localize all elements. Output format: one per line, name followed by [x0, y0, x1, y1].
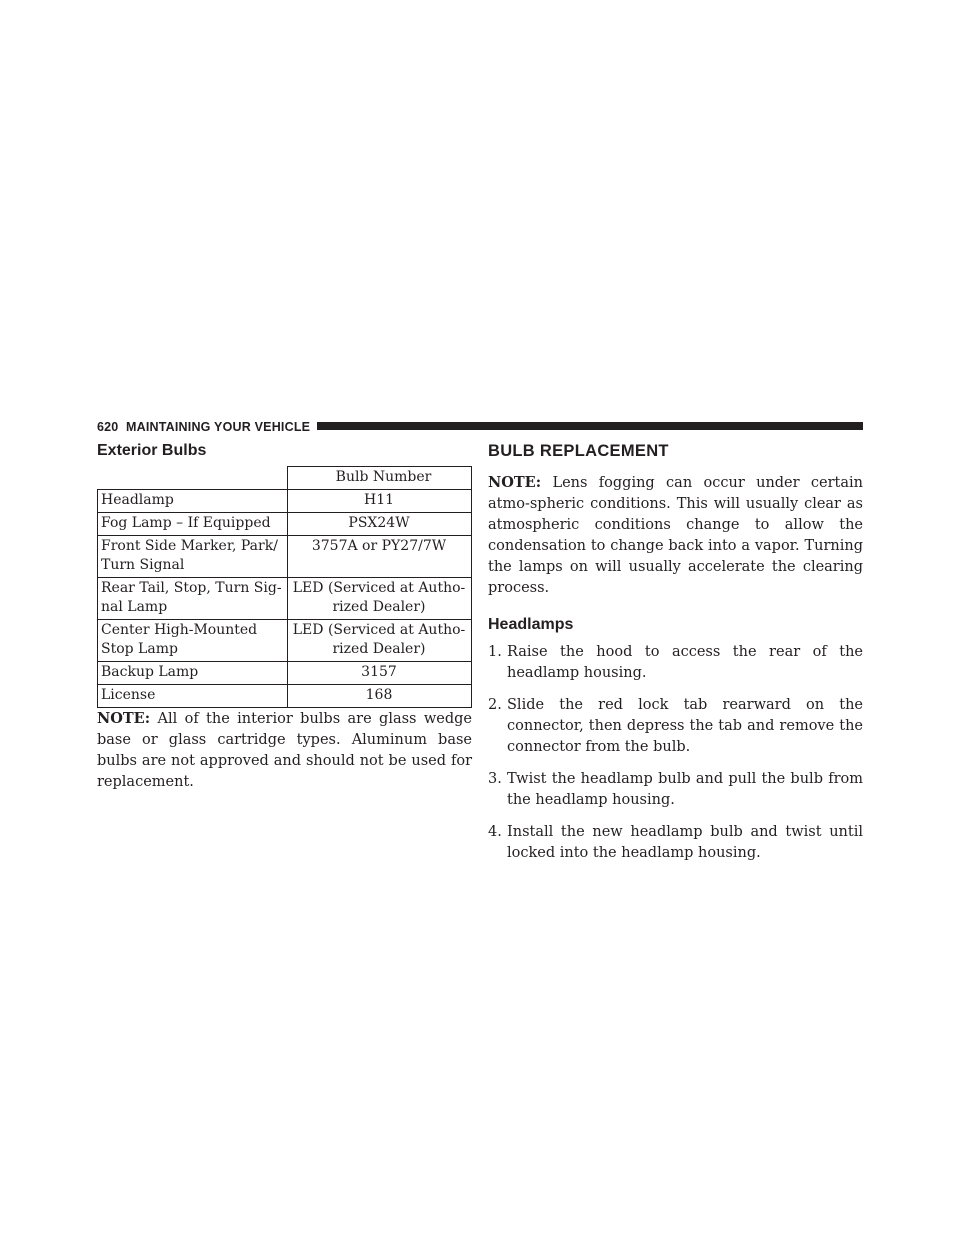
step-number: 3. — [488, 771, 502, 787]
step-number: 2. — [488, 697, 502, 713]
section-title: MAINTAINING YOUR VEHICLE — [126, 420, 311, 434]
note-label: NOTE: — [488, 474, 542, 491]
bulb-number-cell: LED (Serviced at Autho- rized Dealer) — [288, 620, 472, 662]
table-header-empty — [98, 467, 288, 490]
bulb-location-cell: Rear Tail, Stop, Turn Sig- nal Lamp — [98, 578, 288, 620]
bulb-number-cell: 168 — [288, 685, 472, 708]
step-number: 4. — [488, 824, 502, 840]
table-row — [98, 662, 472, 685]
bulb-location-cell: Backup Lamp — [98, 662, 288, 685]
bulb-number-cell: PSX24W — [288, 513, 472, 536]
step-number: 1. — [488, 644, 502, 660]
headlamp-steps — [488, 642, 863, 864]
bulb-number-cell: 3157 — [288, 662, 472, 685]
step-text: Slide the red lock tab rearward on the connector, then depress the tab and remove the connector from the bulb. — [507, 697, 863, 755]
table-row — [98, 513, 472, 536]
note-label: NOTE: — [97, 710, 151, 727]
table-header-row — [98, 467, 472, 490]
bulb-number-cell: H11 — [288, 490, 472, 513]
bulb-table — [97, 466, 472, 708]
bulb-number-cell: LED (Serviced at Autho- rized Dealer) — [288, 578, 472, 620]
bulb-location-cell: Center High-Mounted Stop Lamp — [98, 620, 288, 662]
bulb-location-cell: Headlamp — [98, 490, 288, 513]
step-text: Install the new headlamp bulb and twist until locked into the headlamp housing. — [507, 824, 863, 861]
bulb-location-cell: Fog Lamp – If Equipped — [98, 513, 288, 536]
table-row — [98, 490, 472, 513]
table-row — [98, 578, 472, 620]
step-text: Twist the headlamp bulb and pull the bulb from the headlamp housing. — [507, 771, 863, 808]
list-item — [488, 822, 863, 864]
table-row — [98, 685, 472, 708]
exterior-bulbs-heading: Exterior Bulbs — [97, 442, 207, 459]
right-column — [488, 440, 863, 875]
bulb-location-cell: Front Side Marker, Park/ Turn Signal — [98, 536, 288, 578]
note-text: All of the interior bulbs are glass wedge base or glass cartridge types. Aluminum base bulbs are not approved and should not be used for replacement. — [97, 711, 472, 790]
list-item — [488, 695, 863, 758]
list-item — [488, 642, 863, 684]
interior-bulbs-note — [97, 708, 472, 793]
bulb-replacement-heading: BULB REPLACEMENT — [488, 442, 669, 460]
left-column — [97, 440, 472, 793]
lens-fogging-note — [488, 472, 863, 599]
headlamps-heading: Headlamps — [488, 616, 574, 633]
header-rule — [317, 422, 863, 430]
page-header — [97, 419, 863, 435]
bulb-number-cell: 3757A or PY27/7W — [288, 536, 472, 578]
bulb-location-cell: License — [98, 685, 288, 708]
page-number: 620 — [97, 420, 119, 434]
table-header-bulb-number: Bulb Number — [288, 467, 472, 490]
table-row — [98, 536, 472, 578]
list-item — [488, 769, 863, 811]
table-row — [98, 620, 472, 662]
step-text: Raise the hood to access the rear of the headlamp housing. — [507, 644, 863, 681]
note-text: Lens fogging can occur under certain atmo-spheric conditions. This will usually clear as atmospheric conditions change to allow the condensation to change back into a vapor. Turning the lamps on will usually accelerate the clearing process. — [488, 475, 864, 596]
